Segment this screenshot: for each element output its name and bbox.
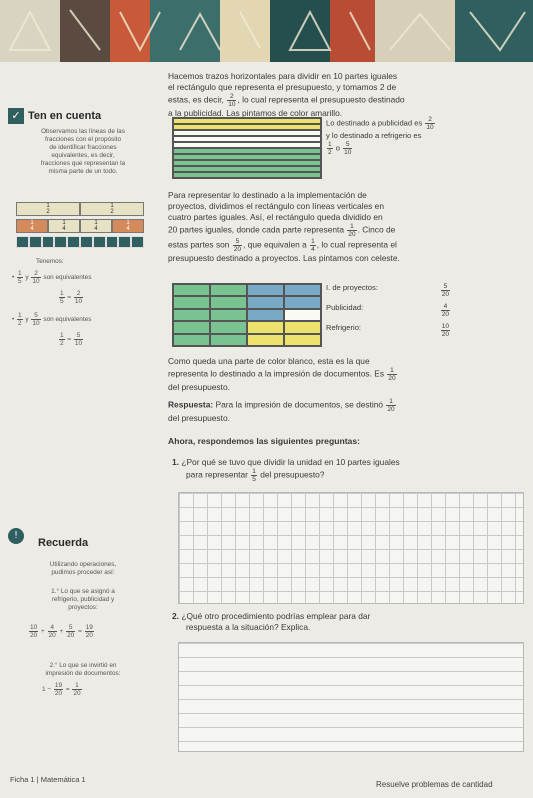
numerator: 1 [18, 312, 22, 319]
label-publicidad [326, 116, 526, 131]
den: 4 [126, 226, 130, 232]
fraction [310, 238, 316, 253]
plus-sign: + [41, 628, 45, 636]
question-number: 1. [172, 457, 179, 467]
numerator: 2 [227, 93, 236, 101]
text-line: de identificar fracciones [49, 144, 117, 151]
half-cell [16, 202, 80, 216]
text: . Cinco de [357, 224, 396, 235]
grid-cell [284, 321, 321, 333]
den: 2 [110, 209, 114, 215]
denominator: 10 [74, 340, 83, 347]
question-text: respuesta a la situación? Explica. [186, 622, 311, 632]
answer-lines-2[interactable] [178, 642, 524, 752]
grid-cell [284, 309, 321, 321]
quarter-cell [80, 219, 112, 233]
fraction-bar-quarters [16, 219, 144, 233]
fraction [343, 141, 352, 156]
section-heading-questions: Ahora, respondemos las siguientes preguntas: [168, 436, 360, 446]
text-line: fracciones con el propósito [44, 136, 122, 143]
quarter-cell [112, 219, 144, 233]
denominator: 10 [344, 149, 352, 156]
numerator: 1 [252, 468, 256, 475]
den: 2 [46, 209, 50, 215]
denominator: 20 [441, 331, 449, 338]
numerator: 5 [31, 312, 40, 320]
denominator: 10 [74, 298, 83, 305]
para3-line-2 [168, 367, 528, 382]
intro-line-2: el rectángulo que representa el presupuesto, y tomamos 2 de [168, 82, 397, 92]
fraction [386, 398, 395, 413]
numerator: 5 [233, 238, 242, 246]
num: 1 [110, 203, 114, 209]
denominator: 10 [228, 101, 236, 108]
equivalence-2: • $\frac{1}{2}$ y $\frac{5}{10}$ son equivalentes [12, 312, 92, 327]
question-number: 2. [172, 611, 179, 621]
question-text: ¿Por qué se tuvo que dividir la unidad en 10 partes iguales [181, 457, 400, 467]
recuerda-box [8, 528, 158, 728]
question-text: para representar [186, 469, 248, 480]
numerator: 1 [18, 270, 22, 277]
denominator: 10 [32, 320, 40, 327]
label-refrigerio-2 [326, 323, 451, 343]
label-refrigerio-fractions [326, 141, 526, 156]
fraction [59, 290, 65, 305]
fig2-labels [326, 283, 526, 343]
fraction [17, 312, 23, 327]
numerator: 2 [425, 116, 434, 124]
denominator: 2 [18, 320, 22, 327]
label-text: Publicidad: [326, 303, 364, 312]
text: estas partes son [168, 239, 230, 250]
recuerda-equation-2 [42, 682, 83, 697]
grid-cell [173, 334, 210, 346]
check-icon: ✓ [8, 108, 24, 124]
grid-cell [247, 321, 284, 333]
fraction [327, 141, 333, 156]
text: Para la impresión de documentos, se destinó [215, 399, 384, 410]
label-text: Refrigerio: [326, 323, 362, 332]
denominator: 20 [30, 632, 38, 639]
numerator: 1 [72, 682, 81, 690]
para2-line-4 [168, 223, 528, 238]
question-2 [172, 611, 528, 633]
equals-sign: = [65, 686, 70, 694]
grid-cell [210, 309, 247, 321]
numerator: 1 [347, 223, 356, 231]
num: 1 [94, 220, 98, 226]
ten-en-cuenta-title: Ten en cuenta [28, 110, 102, 122]
fraction [347, 223, 356, 238]
intro-line-4: a la publicidad. Las pintamos de color amarillo. [168, 108, 343, 118]
denominator: 20 [67, 632, 75, 639]
numerator: 2 [31, 270, 40, 278]
equivalent-text: son equivalentes [43, 274, 92, 282]
respuesta-label: Respuesta: [168, 399, 214, 410]
fraction [17, 270, 23, 285]
numerator: 19 [85, 624, 93, 631]
ten-en-cuenta-box [8, 108, 158, 358]
fraction [441, 303, 450, 323]
para2-line-1: Para representar lo destinado a la implementación de [168, 190, 367, 200]
denominator: 20 [441, 311, 449, 318]
label-text: I. de proyectos: [326, 283, 378, 292]
text-line: impresión de documentos: [45, 670, 121, 677]
text-line: equivalentes, es decir, [51, 152, 115, 159]
and-word: y [25, 274, 29, 282]
para3-line-3: del presupuesto. [168, 382, 230, 392]
respuesta-block [168, 398, 528, 424]
label-text: Lo destinado a publicidad es [326, 118, 423, 128]
denominator: 2 [60, 340, 64, 347]
question-text: del presupuesto? [260, 469, 325, 480]
denominator: 20 [388, 375, 396, 382]
denominator: 5 [252, 476, 256, 483]
fraction [66, 624, 75, 639]
equals-sign: = [78, 628, 82, 636]
quarter-cell [16, 219, 48, 233]
recuerda-equation-1 [28, 624, 95, 639]
respuesta-line-1 [168, 398, 528, 413]
grid-cell [173, 309, 210, 321]
paragraph-white-part [168, 356, 528, 393]
num: 1 [30, 220, 34, 226]
numerator: 10 [30, 624, 38, 631]
den: 4 [94, 226, 98, 232]
recuerda-step-2 [8, 662, 158, 678]
budget-rectangle-twentieths [172, 283, 322, 347]
fraction-bar-halves [16, 202, 144, 216]
denominator: 10 [32, 278, 40, 285]
text-line: proyectos: [68, 604, 98, 611]
text-line: Observamos las líneas de las [41, 128, 125, 135]
label-refrigerio: y lo destinado a refrigerio es [326, 131, 422, 140]
numerator: 2 [74, 290, 83, 298]
numerator: 1 [60, 332, 64, 339]
question-text: ¿Qué otro procedimiento podrías emplear para dar [181, 611, 371, 621]
numerator: 5 [74, 332, 83, 340]
grid-cell [173, 296, 210, 308]
or-word: o [335, 143, 340, 153]
plus-sign: + [59, 628, 64, 636]
fraction [74, 290, 83, 305]
denominator: 2 [328, 149, 332, 156]
text-line: pudimos proceder así: [51, 569, 115, 576]
footer-right: Resuelve problemas de cantidad [376, 780, 493, 789]
num: 1 [126, 220, 130, 226]
numerator: 19 [54, 682, 63, 689]
numerator: 4 [441, 303, 450, 311]
grid-cell [173, 284, 210, 296]
fig1-labels [326, 116, 526, 156]
grid-cell [247, 334, 284, 346]
num: 1 [46, 203, 50, 209]
den: 4 [62, 226, 66, 232]
fraction [74, 332, 83, 347]
half-cell [80, 202, 144, 216]
grid-cell [210, 296, 247, 308]
fraction [227, 93, 236, 108]
fraction [85, 624, 94, 639]
text: representa lo destinado a la impresión de documentos. Es [168, 368, 385, 379]
denominator: 20 [348, 231, 356, 238]
numerator: 5 [343, 141, 352, 149]
para2-line-2: proyectos, dividimos el rectángulo con líneas verticales en [168, 201, 384, 211]
grid-cell [210, 284, 247, 296]
numerator: 1 [387, 367, 396, 375]
fraction [441, 283, 450, 303]
intro-line-3a: estas, es decir, [168, 94, 224, 105]
denominator: 4 [311, 246, 315, 253]
numerator: 1 [328, 141, 332, 148]
budget-rectangle-tenths [172, 117, 322, 179]
text-line: refrigerio, publicidad y [51, 596, 115, 603]
fraction [59, 332, 65, 347]
denominator: 20 [233, 246, 242, 253]
grid-cell [247, 309, 284, 321]
grid-cell [173, 321, 210, 333]
fraction [54, 682, 63, 697]
den: 4 [30, 226, 34, 232]
recuerda-title: Recuerda [38, 537, 89, 549]
numerator: 1 [386, 398, 395, 406]
denominator: 20 [54, 690, 63, 697]
banner-ornament [0, 0, 533, 62]
text: , que equivalen a [243, 239, 307, 250]
numerator: 4 [48, 624, 57, 632]
para2-line-5 [168, 238, 528, 253]
lightbulb-icon: ! [8, 528, 24, 544]
intro-line-1: Hacemos trazos horizontales para dividir en 10 partes iguales [168, 71, 398, 81]
grid-cell [284, 296, 321, 308]
text: , lo cual representa el [316, 239, 397, 250]
text-line: 1.° Lo que se asignó a [51, 588, 115, 595]
fraction [387, 367, 396, 382]
text: 20 partes iguales, donde cada parte representa [168, 224, 344, 235]
denominator: 20 [73, 690, 81, 697]
label-publicidad-2 [326, 303, 451, 323]
intro-paragraph [168, 71, 528, 119]
denominator: 5 [60, 298, 64, 305]
recuerda-step-1 [8, 588, 158, 612]
ten-en-cuenta-text [8, 128, 158, 176]
text-line: fracciones que representan la [40, 160, 126, 167]
para3-line-1: Como queda una parte de color blanco, esta es la que [168, 356, 370, 366]
fraction [425, 116, 434, 131]
denominator: 20 [441, 291, 449, 298]
recuerda-intro [8, 561, 158, 577]
equivalence-1-equation [58, 290, 84, 305]
grid-cell [210, 321, 247, 333]
equals-sign: = [67, 336, 72, 344]
decorative-banner [0, 0, 533, 62]
numerator: 5 [66, 624, 75, 632]
grid-cell [284, 284, 321, 296]
numerator: 10 [441, 323, 449, 330]
fraction [251, 468, 257, 483]
equivalence-2-equation [58, 332, 84, 347]
fraction [31, 312, 40, 327]
denominator: 10 [426, 124, 434, 131]
fraction [31, 270, 40, 285]
denominator: 20 [387, 406, 395, 413]
equivalence-1: • $\frac{1}{5}$ y $\frac{2}{10}$ son equivalentes [12, 270, 92, 285]
fraction [48, 624, 57, 639]
equivalent-text: son equivalentes [43, 316, 92, 324]
tenemos-label: Tenemos: [36, 258, 64, 265]
one-minus: 1 − [42, 686, 52, 694]
para2-line-3: cuatro partes iguales. Así, el rectángulo queda dividido en [168, 212, 383, 222]
fraction-bar-tenths [16, 236, 144, 248]
fraction [72, 682, 81, 697]
answer-grid-1[interactable] [178, 492, 524, 604]
denominator: 5 [18, 278, 22, 285]
grid-cell [284, 334, 321, 346]
denominator: 20 [48, 632, 56, 639]
equals-sign: = [67, 294, 72, 302]
fraction [233, 238, 242, 253]
num: 1 [62, 220, 66, 226]
numerator: 5 [441, 283, 450, 291]
footer-left: Ficha 1 | Matemática 1 [10, 775, 86, 784]
strip-cell [173, 172, 321, 178]
label-proyectos [326, 283, 451, 303]
question-1 [172, 457, 528, 483]
denominator: 20 [85, 632, 93, 639]
and-word: y [25, 316, 29, 324]
intro-line-3 [168, 93, 528, 108]
fraction [29, 624, 38, 639]
numerator: 1 [311, 238, 315, 245]
numerator: 1 [60, 290, 64, 297]
intro-line-3b: , lo cual representa el presupuesto destinado [237, 94, 405, 105]
fraction [441, 323, 450, 343]
respuesta-line-2: del presupuesto. [168, 413, 230, 423]
para2-line-6: presupuesto destinado a proyectos. Las pintamos con celeste. [168, 253, 400, 263]
paragraph-projects [168, 190, 528, 264]
text-line: 2.° Lo que se invirtió en [49, 662, 117, 669]
grid-cell [247, 296, 284, 308]
text-line: misma parte de un todo. [48, 168, 118, 175]
grid-cell [210, 334, 247, 346]
quarter-cell [48, 219, 80, 233]
text-line: Utilizando operaciones, [49, 561, 117, 568]
grid-cell [247, 284, 284, 296]
